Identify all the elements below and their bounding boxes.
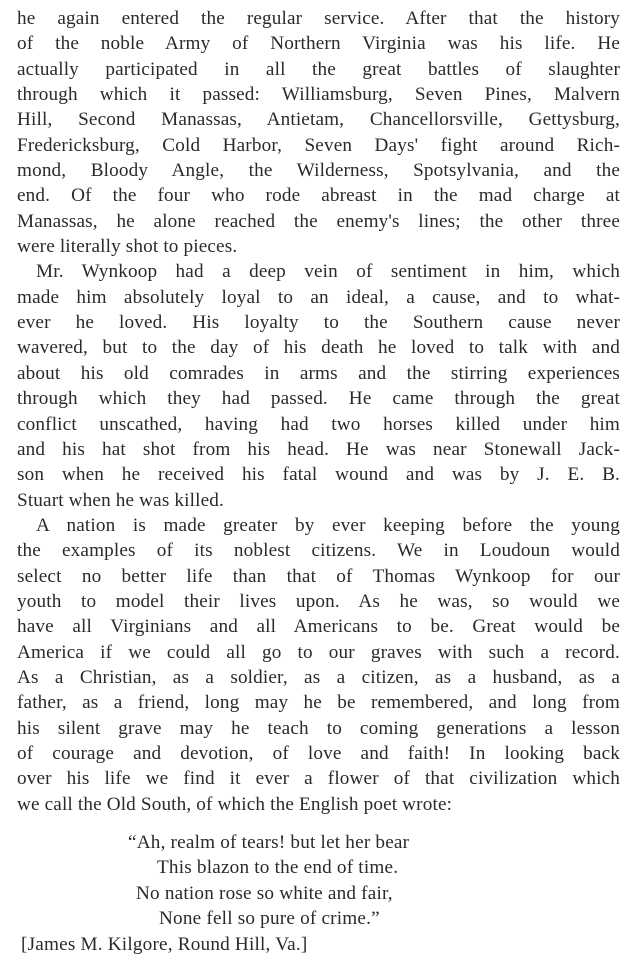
poem-line: None fell so pure of crime.” xyxy=(159,908,380,930)
text-line: ever he loved. His loyalty to the Southern cause never xyxy=(17,312,620,334)
text-line: Manassas, he alone reached the enemy's lines; the other three xyxy=(17,210,620,232)
text-line: and his hat shot from his head. He was near Stonewall Jack- xyxy=(17,438,620,460)
text-line: the examples of its noblest citizens. We in Loudoun would xyxy=(17,540,620,562)
paragraph-battles xyxy=(17,6,620,259)
poem-line: “Ah, realm of tears! but let her bear xyxy=(128,832,410,853)
text-line: As a Christian, as a soldier, as a citizen, as a husband, as a xyxy=(17,666,620,688)
poem-line: No nation rose so white and fair, xyxy=(136,882,393,904)
author-attribution: [James M. Kilgore, Round Hill, Va.] xyxy=(21,934,308,955)
text-line: through which it passed: Williamsburg, Seven Pines, Malvern xyxy=(17,84,620,106)
paragraph-sentiment xyxy=(17,259,620,512)
text-line: mond, Bloody Angle, the Wilderness, Spotsylvania, and the xyxy=(17,160,620,182)
text-line: wavered, but to the day of his death he loved to talk with and xyxy=(17,337,620,359)
text-line: of courage and devotion, of love and faith! In looking back xyxy=(17,742,620,764)
text-line: conflict unscathed, having had two horses killed under him xyxy=(17,413,620,435)
text-line: A nation is made greater by ever keeping before the young xyxy=(36,514,620,536)
text-line: have all Virginians and all Americans to be. Great would be xyxy=(17,616,620,638)
text-line: select no better life than that of Thomas Wynkoop for our xyxy=(17,565,620,587)
text-line: through which they had passed. He came through the great xyxy=(17,388,620,410)
poem-line: This blazon to the end of time. xyxy=(157,857,399,879)
text-line: we call the Old South, of which the English poet wrote: xyxy=(17,793,453,815)
text-line: Mr. Wynkoop had a deep vein of sentiment in him, which xyxy=(36,261,620,283)
text-line: son when he received his fatal wound and was by J. E. B. xyxy=(17,464,620,486)
text-line: his silent grave may he teach to coming generations a lesson xyxy=(17,717,620,739)
text-line: Stuart when he was killed. xyxy=(17,489,224,511)
poem-quote xyxy=(17,830,620,931)
text-line: father, as a friend, long may he be remembered, and long from xyxy=(17,692,620,714)
text-line: actually participated in all the great battles of slaughter xyxy=(17,58,620,80)
text-line: Hill, Second Manassas, Antietam, Chancellorsville, Gettysburg, xyxy=(17,109,620,131)
text-line: he again entered the regular service. After that the history xyxy=(17,8,620,29)
text-line: were literally shot to pieces. xyxy=(17,236,238,258)
text-line: about his old comrades in arms and the stirring experiences xyxy=(17,362,620,384)
paragraph-nation xyxy=(17,513,620,817)
text-line: of the noble Army of Northern Virginia was his life. He xyxy=(17,33,620,55)
article-body xyxy=(17,6,620,930)
text-line: America if we could all go to our graves with such a record. xyxy=(17,641,620,663)
text-line: Fredericksburg, Cold Harbor, Seven Days' fight around Rich- xyxy=(17,134,620,156)
text-line: youth to model their lives upon. As he was, so would we xyxy=(17,590,620,612)
text-line: end. Of the four who rode abreast in the mad charge at xyxy=(17,185,620,207)
text-line: over his life we find it ever a flower of that civilization which xyxy=(17,768,620,790)
text-line: made him absolutely loyal to an ideal, a cause, and to what- xyxy=(17,286,620,308)
